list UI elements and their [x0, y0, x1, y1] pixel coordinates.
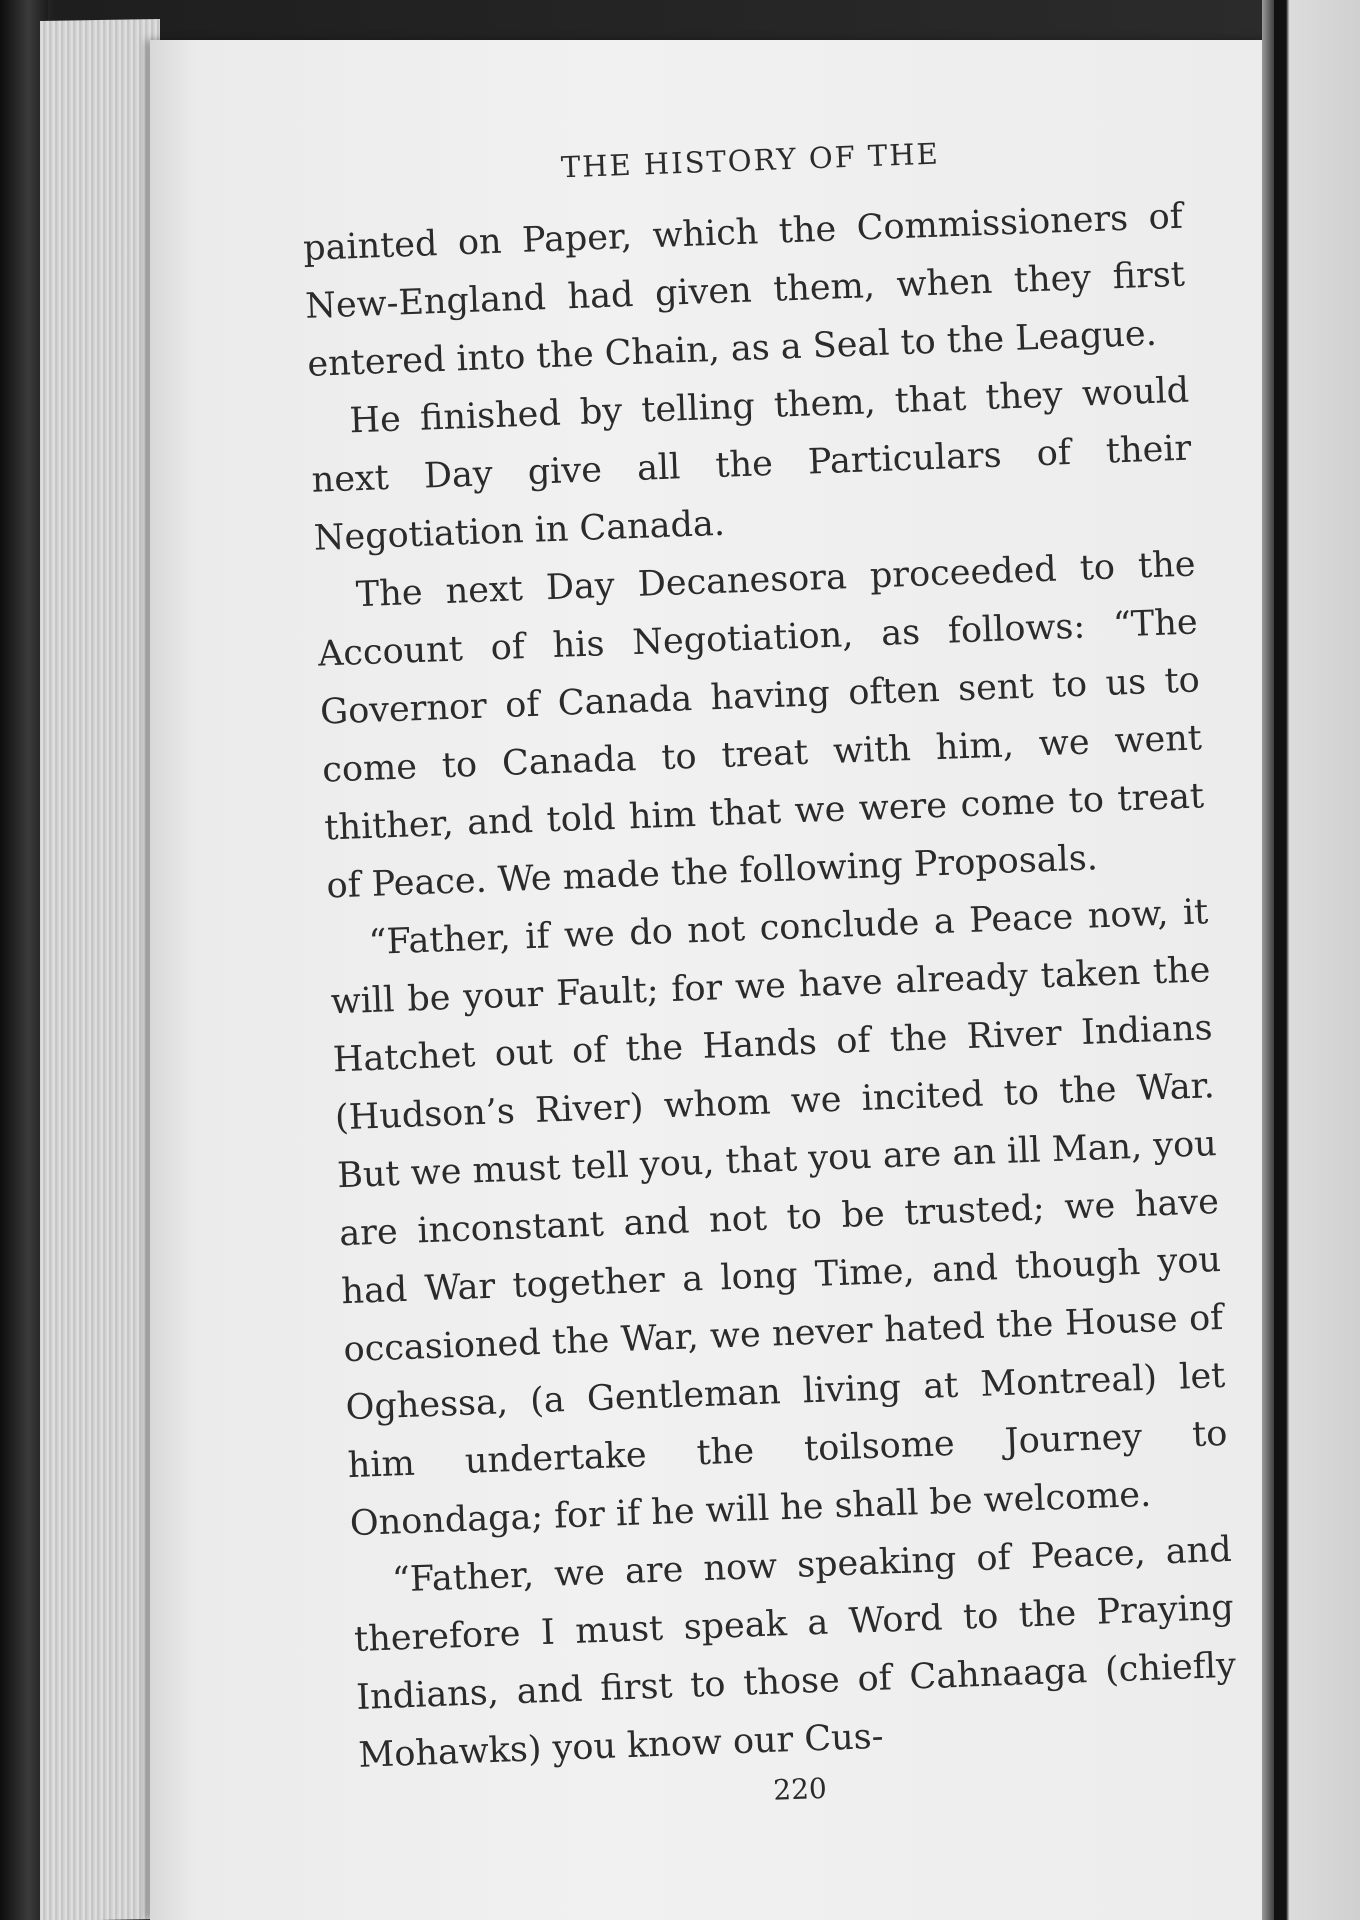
paragraph-4: “Father, if we do not conclude a Peace now, it will be your Fault; for we have already taken the Hatchet out of the Hands of the River Indians (Hudson’s River) whom we incited to the War. But we must tell you, that you are an ill Man, you are inconstant and not to be trusted; we have had War together a long Time, and though you occasioned the War, we never hated the House of Oghessa, (a Gentleman living at Montreal) let him undertake the toilsome Journey to Onondaga; for if he will he shall be welcome.: [330, 892, 1229, 1545]
paragraph-2: He finished by telling them, that they would next Day give all the Particulars of their Negotiation in Canada.: [311, 370, 1192, 559]
paragraph-3: The next Day Decanesora proceeded to the Account of his Negotiation, as follows: “The Governor of Canada having often sent to us to come to Canada to treat with him, we went thither, and told him that we were come to treat of Peace. We made the following Proposals.: [317, 544, 1205, 907]
paragraph-5: “Father, we are now speaking of Peace, and therefore I must speak a Word to the Praying Indians, and first to those of Cahnaaga (chiefly Mohawks) you know our Cus-: [353, 1529, 1237, 1776]
stacked-page-edges: [40, 19, 160, 1920]
facing-page-edge: [1274, 0, 1360, 1920]
page-text-block: [300, 128, 1240, 1822]
page-number: 220: [772, 1771, 828, 1807]
paragraph-1: painted on Paper, which the Commissioners of New-England had given them, when they first entered into the Chain, as a Seal to the League.: [302, 196, 1186, 385]
running-head: THE HISTORY OF THE: [560, 136, 941, 185]
